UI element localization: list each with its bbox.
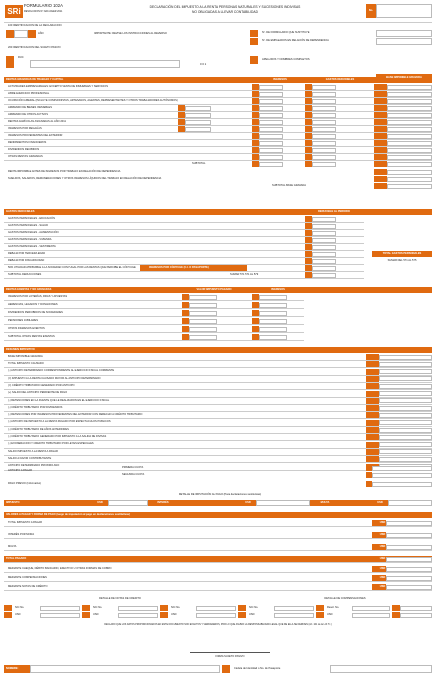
value-field[interactable] xyxy=(185,113,211,118)
value-field[interactable] xyxy=(387,177,432,182)
pago-row: TOTAL IMPUESTO A PAGAR xyxy=(8,520,43,524)
rentas-row: INGRESOS POR REGALÍAS xyxy=(8,126,42,130)
nc-label: N/C No. xyxy=(15,605,25,609)
row-divider xyxy=(4,581,432,582)
value-field[interactable] xyxy=(379,449,432,454)
value-field[interactable] xyxy=(386,585,432,590)
rentas-header: RENTAS GRAVADAS DE TRABAJO Y CAPITAL xyxy=(4,77,432,83)
value-field[interactable] xyxy=(312,120,336,125)
value-field[interactable] xyxy=(312,224,336,229)
resumen-row: SALDO A FAVOR CONTRIBUYENTE xyxy=(8,456,52,460)
value-field[interactable] xyxy=(379,413,432,418)
anticipo-pagar-label: ANTICIPO A PAGAR xyxy=(8,468,33,472)
gastos-row: GASTOS PERSONALES - ALIMENTACIÓN xyxy=(8,230,59,234)
value-field[interactable] xyxy=(259,106,283,111)
resumen-row: (=) CRÉDITO TRIBUTARIO GENERADO POR ANTICIPO xyxy=(8,383,75,387)
col-exentas-ingresos: INGRESOS xyxy=(252,287,304,293)
value-field[interactable] xyxy=(189,303,217,308)
field-code xyxy=(6,30,14,38)
value-field[interactable] xyxy=(259,113,283,118)
usd-tag: USD xyxy=(379,544,386,550)
forma-pago-row: MEDIANTE NOTAS DE CRÉDITO xyxy=(8,584,48,588)
value-field[interactable] xyxy=(387,120,432,125)
resumen-row: SALDO IMPUESTO A LA RENTA A PAGAR xyxy=(8,449,58,453)
value-field[interactable] xyxy=(259,319,287,324)
nc-label: USD xyxy=(15,612,21,616)
field-code xyxy=(250,38,258,45)
field-code xyxy=(316,605,324,611)
value-field[interactable] xyxy=(387,155,432,160)
field-code xyxy=(250,30,258,37)
res-label: Resol. No. xyxy=(327,605,340,609)
segunda-cuota-label: SEGUNDA CUOTA xyxy=(122,472,145,476)
value-field[interactable] xyxy=(386,567,432,572)
no-label: No. xyxy=(366,4,376,18)
row-divider xyxy=(4,562,432,563)
forma-pago-row: MEDIANTE CHEQUE, DÉBITO BANCARIO, EFECTIVO U OTRAS FORMAS DE COBRO xyxy=(8,566,112,570)
value-field[interactable] xyxy=(259,295,287,300)
resumen-row: (-) EXONERACIÓN Y CRÉDITO TRIBUTARIO POR LEYES ESPECIALES xyxy=(8,442,94,446)
value-field[interactable] xyxy=(274,613,314,618)
declaracion-legal: DECLARO QUE LOS DATOS PROPORCIONADOS EN ESTE DOCUMENTO SON EXACTOS Y VERDADEROS, POR LO QUE ASUMO LA RESPONSABILIDAD LEGAL QUE DE ELLA SE DERIVEN (Art. 101 de la L.R.T.I.) xyxy=(104,624,332,627)
field-code xyxy=(380,176,387,182)
rentas-row: RENDIMIENTOS FINANCIEROS xyxy=(8,140,47,144)
rentas-row: ARRIENDO DE OTROS ACTIVOS xyxy=(8,112,48,116)
value-field[interactable] xyxy=(259,311,287,316)
value-field[interactable] xyxy=(387,148,432,153)
sustituye-label: Nº. DE FORMULARIO QUE SUSTITUYE xyxy=(262,31,310,35)
value-field[interactable] xyxy=(379,355,432,360)
ruc-digits: 0 0 1 xyxy=(200,62,207,67)
field-code xyxy=(28,30,36,38)
row-divider xyxy=(4,550,432,551)
resumen-row: (-) ANTICIPO DE IMPUESTO A LA RENTA PAGADO POR ESPECTÁCULOS PÚBLICOS xyxy=(8,420,111,424)
row-divider xyxy=(4,278,364,279)
usd-tag: USD xyxy=(379,584,386,590)
important-note: IMPORTANTE: REVISE LOS INSTRUCCIONES AL REVERSO xyxy=(94,31,167,35)
resumen-row: TOTAL IMPUESTO CAUSADO xyxy=(8,362,44,365)
value-field[interactable] xyxy=(387,127,432,132)
empleados-label: Nº. DE EMPLEADOS EN RELACIÓN DE DEPENDENCIA xyxy=(262,39,329,43)
value-field[interactable] xyxy=(379,457,432,462)
row-divider xyxy=(4,538,432,539)
field-code xyxy=(160,612,168,618)
value-field[interactable] xyxy=(387,162,432,167)
value-field[interactable] xyxy=(259,303,287,308)
col-gastos: GASTOS DEDUCIBLES xyxy=(312,77,368,83)
res-label: USD xyxy=(327,612,333,616)
resumen-row: (-) RETENCIONES EN LA FUENTE QUE LE REALIZARON EN EL EJERCICIO FISCAL xyxy=(8,398,110,402)
resumen-row: (-) RETENCIONES POR INGRESOS PROVENIENTES DEL EXTERIOR CON DERECHO A CRÉDITO TRIBUTARIO xyxy=(8,413,143,417)
value-field[interactable] xyxy=(259,85,283,90)
value-field[interactable] xyxy=(386,533,432,538)
value-field[interactable] xyxy=(379,442,432,447)
forma-pago-row: MEDIANTE COMPENSACIONES xyxy=(8,575,47,579)
exentas-row: INGRESOS POR LOTERÍAS, RIFAS Y APUESTAS xyxy=(8,294,68,298)
value-field[interactable] xyxy=(259,92,283,97)
gastos-row: REBAJA POR DISCAPACIDAD xyxy=(8,258,45,262)
nc-label: USD xyxy=(171,612,177,616)
value-field[interactable] xyxy=(379,391,432,396)
pago-header: VALORES A PAGAR Y FORMA DE PAGO (luego de imputación al pago en declaraciones sustitutivas) xyxy=(4,512,432,518)
value-field[interactable] xyxy=(312,134,336,139)
pago-row: INTERÉS POR MORA xyxy=(8,532,35,536)
row-divider xyxy=(4,526,432,527)
value-field[interactable] xyxy=(379,428,432,433)
value-field[interactable] xyxy=(312,266,336,271)
compensaciones-title: DETALLE DE COMPENSACIONES xyxy=(324,597,366,601)
cedula-field[interactable] xyxy=(330,665,432,673)
value-field[interactable] xyxy=(312,245,336,250)
field-code xyxy=(140,265,147,271)
cedula-conyuge-label: INGRESOS POR CÓNYUGE (C.I. O PASAPORTE) xyxy=(147,265,247,271)
field-code xyxy=(380,161,387,167)
exentas-row: DIVIDENDOS PERCIBIDOS DE SOCIEDADES xyxy=(8,310,63,314)
nc-label: N/C No. xyxy=(249,605,259,609)
value-field[interactable] xyxy=(379,406,432,411)
value-field[interactable] xyxy=(400,606,432,611)
pago-row: MULTA xyxy=(8,544,17,548)
value-field[interactable] xyxy=(185,106,211,111)
field-code xyxy=(305,161,312,167)
field-code xyxy=(238,605,246,611)
usd-tag: USD xyxy=(379,566,386,572)
row-divider xyxy=(4,572,432,573)
ruc-label: RUC xyxy=(18,56,24,60)
value-field[interactable] xyxy=(312,106,336,111)
value-field[interactable] xyxy=(312,85,336,90)
col-deducible: DEDUCIBLE AL PERIODO xyxy=(304,209,364,215)
value-field[interactable] xyxy=(379,369,432,374)
value-field[interactable] xyxy=(379,376,432,381)
value-field[interactable] xyxy=(372,482,432,487)
value-field[interactable] xyxy=(259,155,283,160)
sri-logo: SRi xyxy=(5,5,23,18)
exentas-row: OTROS INGRESOS EXENTOS xyxy=(8,326,45,330)
form-heading: DECLARACIÓN DEL IMPUESTO A LA RENTA PERSONAS NATURALES Y SUCESIONES INDIVISAS xyxy=(149,4,301,9)
value-field[interactable] xyxy=(40,606,80,611)
value-field[interactable] xyxy=(312,127,336,132)
value-field[interactable] xyxy=(259,120,283,125)
row-divider xyxy=(4,332,304,333)
resumen-row: (=) IMPUESTO A LA RENTA CAUSADO MAYOR AL ANTICIPO DETERMINADO xyxy=(8,376,101,380)
nc-label: USD xyxy=(93,612,99,616)
form-subtitle: RESOLUCIÓN Nº NAC-DGER 2011 xyxy=(24,10,63,13)
value-field[interactable] xyxy=(118,606,158,611)
field-code xyxy=(4,612,12,618)
field-code xyxy=(222,665,230,673)
value-field[interactable] xyxy=(312,259,336,264)
value-field[interactable] xyxy=(312,148,336,153)
gastos-row: 50% UTILIDAD ATRIBUIBLE A LA SOCIEDAD CONYUGAL POR LAS RENTAS QUE PERCIBE EL CÓNYUGE xyxy=(8,265,136,269)
subtotal-note: SUMAR 571 571 AL 579 xyxy=(230,272,259,276)
value-field[interactable] xyxy=(387,106,432,111)
value-field[interactable] xyxy=(312,155,336,160)
value-field[interactable] xyxy=(387,113,432,118)
base-gravada-label: SUBTOTAL BASE GRAVADA xyxy=(272,183,307,187)
value-field[interactable] xyxy=(312,252,336,257)
usd-tag: USD xyxy=(379,575,386,581)
value-field[interactable] xyxy=(189,335,217,340)
value-field[interactable] xyxy=(386,557,432,562)
value-field[interactable] xyxy=(185,127,211,132)
sustituye-field[interactable] xyxy=(376,30,432,37)
interes-col: INTERÉS xyxy=(148,500,178,506)
resumen-header: RESUMEN IMPOSITIVO xyxy=(4,347,432,353)
gastos-row: GASTOS PERSONALES - VIVIENDA xyxy=(8,237,52,241)
row-divider xyxy=(4,308,304,309)
rentas-row: OTRAS RENTAS GRAVADAS xyxy=(8,154,43,158)
value-field[interactable] xyxy=(386,545,432,550)
col-valor-pagado: VALOR IMPUESTO PAGADO xyxy=(188,287,240,293)
value-field[interactable] xyxy=(259,127,283,132)
field-code xyxy=(252,161,259,167)
apellidos-label: APELLIDOS Y NOMBRES COMPLETOS xyxy=(262,57,310,61)
usd-tag: USD xyxy=(379,556,386,562)
row-divider xyxy=(4,316,304,317)
value-field[interactable] xyxy=(387,92,432,97)
usd-tag: USD xyxy=(379,532,386,538)
total-personales-label: TOTAL GASTOS PERSONALES xyxy=(372,251,432,257)
gastos-row: GASTOS PERSONALES - EDUCACIÓN xyxy=(8,216,55,220)
nc-label: N/C No. xyxy=(171,605,181,609)
value-field[interactable] xyxy=(312,92,336,97)
value-field[interactable] xyxy=(274,606,314,611)
empleados-field[interactable] xyxy=(376,38,432,45)
value-field[interactable] xyxy=(379,420,432,425)
field-code xyxy=(392,612,400,618)
field-code xyxy=(82,612,90,618)
value-field[interactable] xyxy=(312,231,336,236)
field-code xyxy=(316,612,324,618)
usd-3: USD xyxy=(372,500,388,506)
rentas-row: RENTAS AGRÍCOLAS ASIGNADAS AL AÑO 2011 xyxy=(8,119,66,123)
gastos-row: GASTOS PERSONALES - VESTIMENTA xyxy=(8,244,56,248)
value-field[interactable] xyxy=(259,335,287,340)
value-field[interactable] xyxy=(379,398,432,403)
value-field[interactable] xyxy=(196,613,236,618)
gastos-row: REBAJA POR TERCERA EDAD xyxy=(8,251,46,255)
value-field[interactable] xyxy=(387,134,432,139)
rentas-subtotal: SUBTOTAL xyxy=(192,161,206,165)
value-field[interactable] xyxy=(259,162,283,167)
value-field[interactable] xyxy=(312,238,336,243)
nc-label: USD xyxy=(249,612,255,616)
value-field[interactable] xyxy=(312,141,336,146)
value-field[interactable] xyxy=(387,184,432,189)
rentas-row: DIVIDENDOS RECIBIDOS xyxy=(8,147,40,151)
usd-tag: USD xyxy=(379,520,386,526)
primera-cuota-label: PRIMERA CUOTA xyxy=(122,465,144,469)
resumen-row: ANTICIPO DETERMINADO PRÓXIMO AÑO xyxy=(8,464,60,468)
form-number-field[interactable] xyxy=(376,4,432,18)
field-code xyxy=(238,612,246,618)
rentas-row: ACTIVIDADES EMPRESARIALES: EXCEPTO VENTA DE INMUEBLES Y SERVICIOS xyxy=(8,84,108,88)
value-field[interactable] xyxy=(387,170,432,175)
value-field[interactable] xyxy=(312,217,336,222)
value-field[interactable] xyxy=(259,327,287,332)
form-heading-sub: NO OBLIGADAS A LLEVAR CONTABILIDAD xyxy=(191,10,259,15)
gastos-row: GASTOS PERSONALES - SALUD xyxy=(8,223,49,227)
exentas-row: SUBTOTAL OTRAS RENTAS EXENTAS xyxy=(8,334,55,338)
resumen-row: (-) CRÉDITO TRIBUTARIO GENERADO POR IMPUESTO A LA SALIDA DE DIVISAS xyxy=(8,435,107,438)
field-code xyxy=(392,605,400,611)
gastos-header: GASTOS DEDUCIBLES xyxy=(4,209,432,215)
value-field[interactable] xyxy=(372,466,432,471)
value-field[interactable] xyxy=(379,435,432,440)
rentas-row: OCUPACIÓN LIBERAL (INCLUYE COMISIONISTAS, ARTESANOS, AGENTES, REPRESENTANTES Y OTROS TRABAJADORES AUTÓNOMOS) xyxy=(8,98,178,102)
col-ingresos: INGRESOS xyxy=(260,77,300,83)
anio-label: AÑO xyxy=(38,31,44,35)
value-field[interactable] xyxy=(259,141,283,146)
value-field[interactable] xyxy=(372,473,432,478)
row-divider xyxy=(4,300,304,301)
value-field[interactable] xyxy=(312,99,336,104)
row-divider xyxy=(4,324,304,325)
row-divider xyxy=(4,590,432,591)
field-code xyxy=(380,169,387,175)
rentas-row: LIBRE EJERCICIO PROFESIONAL xyxy=(8,91,50,95)
value-field[interactable] xyxy=(189,311,217,316)
resumen-row: BASE IMPONIBLE GRAVADA xyxy=(8,354,43,358)
value-field[interactable] xyxy=(185,120,211,125)
resumen-row: (+) SALDO DEL ANTICIPO PENDIENTE DE PAGO xyxy=(8,391,68,395)
value-field[interactable] xyxy=(189,295,217,300)
value-field[interactable] xyxy=(312,273,336,278)
sueldos-row: SUELDOS, SALARIOS, REMUNERACIONES Y OTROS INGRESOS LÍQUIDOS DEL TRABAJO EN RELACIÓN DE DEPENDENCIA xyxy=(8,176,162,180)
exentas-row: PENSIONES JUBILARES xyxy=(8,318,38,322)
row-divider xyxy=(4,22,432,23)
cedula-label: Cédula de Identidad o No. de Pasaporte xyxy=(234,666,281,670)
rentas-row: INGRESOS PROVENIENTES DEL EXTERIOR xyxy=(8,133,63,137)
value-field[interactable] xyxy=(352,613,390,618)
field-code xyxy=(6,56,14,68)
ruc-field[interactable] xyxy=(30,60,180,68)
exentas-header: RENTAS EXENTAS Y NO GRAVADAS xyxy=(4,287,432,293)
impuesto-field[interactable] xyxy=(108,500,148,506)
value-field[interactable] xyxy=(259,148,283,153)
pago-previo-label: PAGO PREVIO (Informativo) xyxy=(8,481,42,485)
value-field[interactable] xyxy=(118,613,158,618)
multa-field[interactable] xyxy=(388,500,432,506)
rentas-row: ARRIENDO DE BIENES INMUEBLES xyxy=(8,105,52,109)
field-code xyxy=(250,56,258,64)
imputacion-title: DETALLE DE IMPUTACIÓN AL PAGO (Para declaraciones sustitutivas) xyxy=(178,492,262,496)
field-code xyxy=(82,605,90,611)
row-divider xyxy=(4,340,304,341)
form-title: FORMULARIO 102A xyxy=(24,4,63,9)
multa-col: MULTA xyxy=(310,500,340,506)
col-base: BASE IMPONIBLE GRAVADA xyxy=(376,74,432,83)
usd-2: USD xyxy=(240,500,256,506)
value-field[interactable] xyxy=(386,576,432,581)
value-field[interactable] xyxy=(189,327,217,332)
resumen-row: (-) CRÉDITO TRIBUTARIO DE AÑOS ANTERIORES xyxy=(8,427,69,431)
notas-title: DETALLE DE NOTAS DE CRÉDITO xyxy=(99,597,141,601)
value-field[interactable] xyxy=(387,99,432,104)
interes-field[interactable] xyxy=(256,500,310,506)
nc-label: N/C No. xyxy=(93,605,103,609)
renta-imponible-row: RENTA IMPONIBLE ANTES DE INGRESOS POR TRABAJO EN RELACIÓN DE DEPENDENCIA xyxy=(8,169,121,173)
value-field[interactable] xyxy=(40,613,80,618)
usd-1: USD xyxy=(92,500,108,506)
field-code xyxy=(160,605,168,611)
field-code xyxy=(380,183,387,189)
value-field[interactable] xyxy=(259,134,283,139)
firma-line xyxy=(190,652,270,653)
field-code xyxy=(4,605,12,611)
resumen-row: (-) CRÉDITO TRIBUTARIO POR DIVIDENDOS xyxy=(8,405,63,409)
value-field[interactable] xyxy=(352,606,390,611)
nombre-field[interactable] xyxy=(30,665,220,673)
total-pagado-label: TOTAL PAGADO xyxy=(4,556,432,562)
mes-field[interactable] xyxy=(14,30,28,38)
value-field[interactable] xyxy=(312,113,336,118)
sujeto-label: 200 IDENTIFICACIÓN DEL SUJETO PASIVO xyxy=(8,46,61,50)
value-field[interactable] xyxy=(386,521,432,526)
value-field[interactable] xyxy=(387,141,432,146)
value-field[interactable] xyxy=(259,99,283,104)
value-field[interactable] xyxy=(312,162,336,167)
firma-label: FIRMA SUJETO PASIVO xyxy=(215,655,245,659)
value-field[interactable] xyxy=(379,362,432,367)
value-field[interactable] xyxy=(379,384,432,389)
value-field[interactable] xyxy=(387,85,432,90)
exentas-row: HERENCIAS, LEGADOS Y DONACIONES xyxy=(8,302,58,306)
value-field[interactable] xyxy=(189,319,217,324)
suman-note: SUMAR DEL 571 AL 575 xyxy=(387,258,417,262)
impuesto-col: IMPUESTO xyxy=(4,500,432,506)
ident-label: 100 IDENTIFICACIÓN DE LA DECLARACIÓN xyxy=(8,24,62,28)
value-field[interactable] xyxy=(196,606,236,611)
gastos-row: SUBTOTAL DEDUCCIONES xyxy=(8,272,42,276)
nombre-label: NOMBRE: xyxy=(4,665,30,673)
resumen-row: (-) ANTICIPO DETERMINADO CORRESPONDIENTE AL EJERCICIO FISCAL CORRIENTE xyxy=(8,369,115,373)
value-field[interactable] xyxy=(400,613,432,618)
